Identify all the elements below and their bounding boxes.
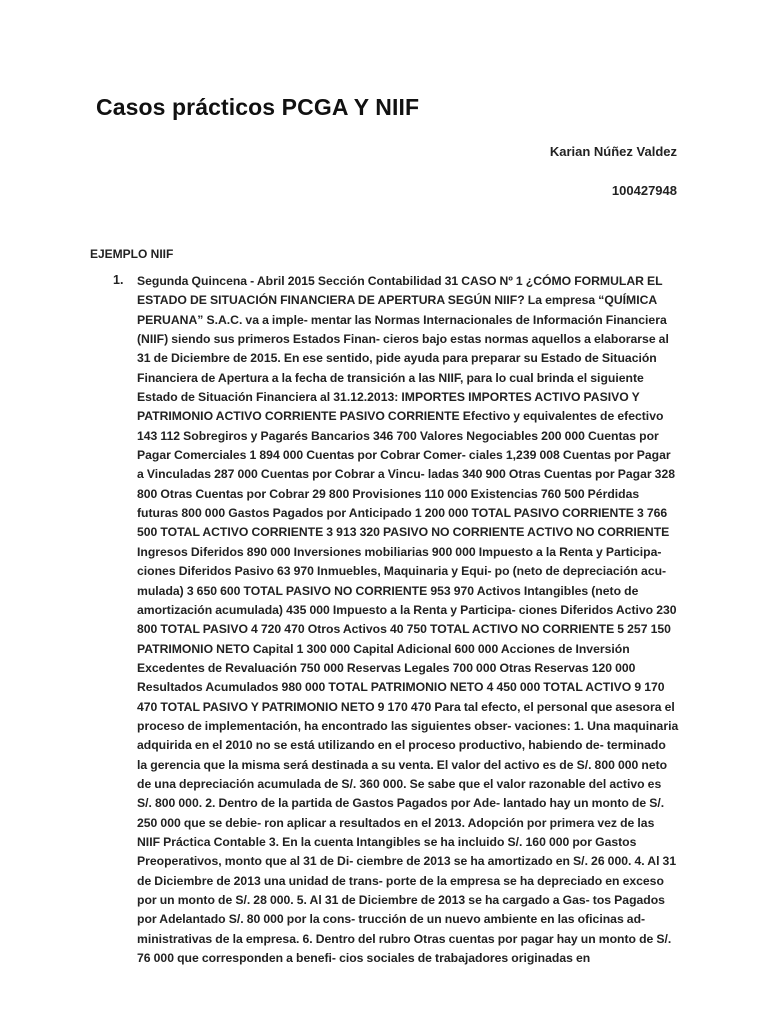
list-item-number: 1. (113, 273, 124, 287)
list-item-text: Segunda Quincena - Abril 2015 Sección Contabilidad 31 CASO Nº 1 ¿CÓMO FORMULAR EL ESTADO DE SITUACIÓN FINANCIERA DE APERTURA SEGÚN NIIF? La empresa “QUÍMICA PERUANA” S.A.C. va a imple- mentar las Normas Internacionales de Información Financiera (NIIF) siendo sus primeros Estados Finan- cieros bajo estas normas aquellos a elaborarse al 31 de Diciembre de 2015. En ese sentido, pide ayuda para preparar su Estado de Situación Financiera de Apertura a la fecha de transición a las NIIF, para lo cual brinda el siguiente Estado de Situación Financiera al 31.12.2013: IMPORTES IMPORTES ACTIVO PASIVO Y PATRIMONIO ACTIVO CORRIENTE PASIVO CORRIENTE Efectivo y equivalentes de efectivo 143 112 Sobregiros y Pagarés Bancarios 346 700 Valores Negociables 200 000 Cuentas por Pagar Comerciales 1 894 000 Cuentas por Cobrar Comer- ciales 1,239 008 Cuentas por Pagar a Vinculadas 287 000 Cuentas por Cobrar a Vincu- ladas 340 900 Otras Cuentas por Pagar 328 800 Otras Cuentas por Cobrar 29 800 Provisiones 110 000 Existencias 760 500 Pérdidas futuras 800 000 Gastos Pagados por Anticipado 1 200 000 TOTAL PASIVO CORRIENTE 3 766 500 TOTAL ACTIVO CORRIENTE 3 913 320 PASIVO NO CORRIENTE ACTIVO NO CORRIENTE Ingresos Diferidos 890 000 Inversiones mobiliarias 900 000 Impuesto a la Renta y Participa- ciones Diferidos Pasivo 63 970 Inmuebles, Maquinaria y Equi- po (neto de depreciación acu- mulada) 3 650 600 TOTAL PASIVO NO CORRIENTE 953 970 Activos Intangibles (neto de amortización acumulada) 435 000 Impuesto a la Renta y Participa- ciones Diferidos Activo 230 800 TOTAL PASIVO 4 720 470 Otros Activos 40 750 TOTAL ACTIVO NO CORRIENTE 5 257 150 PATRIMONIO NETO Capital 1 300 000 Capital Adicional 600 000 Acciones de Inversión Excedentes de Revaluación 750 000 Reservas Legales 700 000 Otras Reservas 120 000 Resultados Acumulados 980 000 TOTAL PATRIMONIO NETO 4 450 000 TOTAL ACTIVO 9 170 470 TOTAL PASIVO Y PATRIMONIO NETO 9 170 470 Para tal efecto, el personal que asesora el proceso de implementación, ha encontrado las siguientes obser- vaciones: 1. Una maquinaria adquirida en el 2010 no se está utilizando en el proceso productivo, habiendo de- terminado la gerencia que la misma será destinada a su venta. El valor del activo es de S/. 800 000 neto de una depreciación acumulada de S/. 360 000. Se sabe que el valor razonable del activo es S/. 800 000. 2. Dentro de la partida de Gastos Pagados por Ade- lantado hay un monto de S/. 250 000 que se debie- ron aplicar a resultados en el 2013. Adopción por primera vez de las NIIF Práctica Contable 3. En la cuenta Intangibles se ha incluido S/. 160 000 por Gastos Preoperativos, monto que al 31 de Di- ciembre de 2013 se ha amortizado en S/. 26 000. 4. Al 31 de Diciembre de 2013 una unidad de trans- porte de la empresa se ha depreciado en exceso por un monto de S/. 28 000. 5. Al 31 de Diciembre de 2013 se ha cargado a Gas- tos Pagados por Adelantado S/. 80 000 por la cons- trucción de un nuevo ambiente en las oficinas ad- ministrativas de la empresa. 6. Dentro del rubro Otras cuentas por pagar hay un monto de S/. 76 000 que corresponden a benefi- cios sociales de trabajadores originadas en (137, 274, 679, 966)
student-id: 100427948 (611, 183, 677, 198)
author-name: Karian Núñez Valdez (549, 144, 677, 159)
document-title: Casos prácticos PCGA Y NIIF (96, 94, 420, 120)
section-heading: EJEMPLO NIIF (90, 247, 174, 261)
